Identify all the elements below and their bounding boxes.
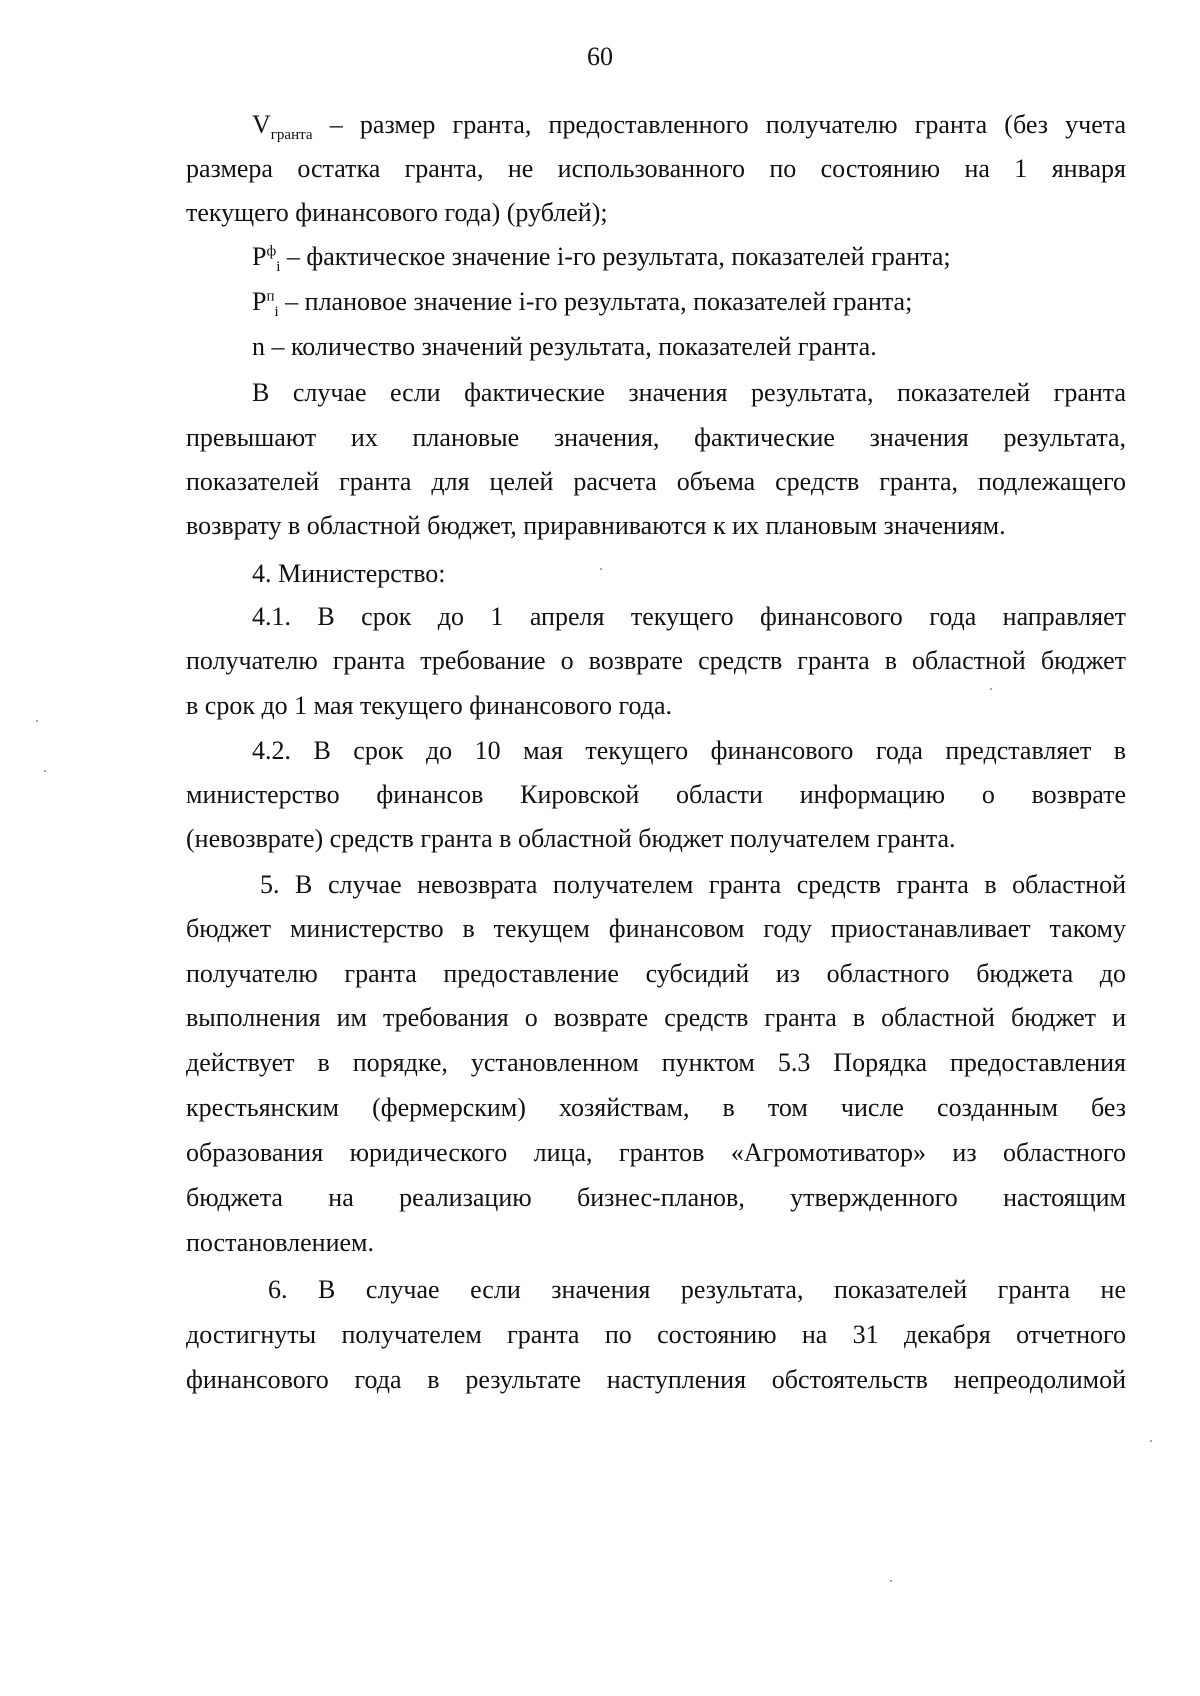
v-subscript: гранта	[270, 127, 313, 144]
scan-speck	[36, 720, 38, 722]
item-4-heading: 4. Министерство:	[252, 559, 446, 588]
item-5-line: 5. В случае невозврата получателем гранта средств гранта в областной	[260, 870, 1126, 899]
item-5-line: бюджета на реализацию бизнес-планов, утвержденного настоящим	[186, 1183, 1126, 1212]
item-5-line: постановлением.	[186, 1228, 375, 1257]
pf-superscript: ф	[266, 243, 277, 260]
v-definition-line-2: размера остатка гранта, не использованного по состоянию на 1 января	[186, 154, 1126, 183]
pf-subscript: i	[276, 259, 281, 276]
item-5-line: действует в порядке, установленном пунктом 5.3 Порядка предоставления	[186, 1048, 1126, 1077]
scan-speck	[890, 1580, 892, 1582]
paragraph-line: показателей гранта для целей расчета объема средств гранта, подлежащего	[186, 467, 1126, 496]
v-definition-text: – размер гранта, предоставленного получателю гранта (без учета	[312, 110, 1126, 139]
v-symbol: V	[252, 110, 271, 139]
pp-subscript: i	[274, 304, 279, 321]
page-number: 60	[587, 42, 613, 71]
item-4-2-line: министерство финансов Кировской области информацию о возврате	[186, 780, 1126, 809]
item-4-1-line: получателю гранта требование о возврате средств гранта в областной бюджет	[186, 646, 1126, 675]
item-4-1-line: 4.1. В срок до 1 апреля текущего финансового года направляет	[252, 602, 1126, 631]
pp-definition	[252, 285, 1126, 319]
item-5-line: бюджет министерство в текущем финансовом году приостанавливает такому	[186, 914, 1126, 943]
item-4-2-line: 4.2. В срок до 10 мая текущего финансового года представляет в	[252, 736, 1126, 765]
scan-speck	[990, 688, 992, 690]
item-5-line: выполнения им требования о возврате средств гранта в областной бюджет и	[186, 1003, 1126, 1032]
item-4-1-line: в срок до 1 мая текущего финансового года.	[186, 691, 673, 720]
scan-speck	[1150, 1440, 1152, 1442]
pp-definition-text: – плановое значение i-го результата, показателей гранта;	[278, 287, 913, 316]
scan-speck	[600, 568, 602, 570]
pf-symbol: P	[252, 242, 267, 271]
scan-speck	[44, 770, 46, 772]
item-5-line: образования юридического лица, грантов «Агромотиватор» из областного	[186, 1138, 1126, 1167]
paragraph-line: превышают их плановые значения, фактические значения результата,	[186, 423, 1126, 452]
n-definition: n – количество значений результата, показателей гранта.	[252, 332, 877, 361]
pp-symbol: P	[252, 287, 267, 316]
v-definition-line-3: текущего финансового года) (рублей);	[186, 198, 608, 227]
paragraph-line: В случае если фактические значения результата, показателей гранта	[252, 378, 1126, 407]
pp-superscript: п	[266, 288, 275, 305]
paragraph-line: возврату в областной бюджет, приравниваются к их плановым значениям.	[186, 511, 1006, 540]
pf-definition	[252, 240, 1126, 274]
item-4-2-line: (невозврате) средств гранта в областной бюджет получателем гранта.	[186, 824, 956, 853]
item-6-line: достигнуты получателем гранта по состоянию на 31 декабря отчетного	[186, 1320, 1126, 1349]
pf-definition-text: – фактическое значение i-го результата, показателей гранта;	[280, 242, 951, 271]
item-6-line: финансового года в результате наступления обстоятельств непреодолимой	[186, 1365, 1126, 1394]
item-5-line: получателю гранта предоставление субсидий из областного бюджета до	[186, 959, 1126, 988]
item-5-line: крестьянским (фермерским) хозяйствам, в том числе созданным без	[186, 1093, 1126, 1122]
v-definition-line-1	[252, 108, 1126, 142]
item-6-line: 6. В случае если значения результата, показателей гранта не	[268, 1275, 1126, 1304]
